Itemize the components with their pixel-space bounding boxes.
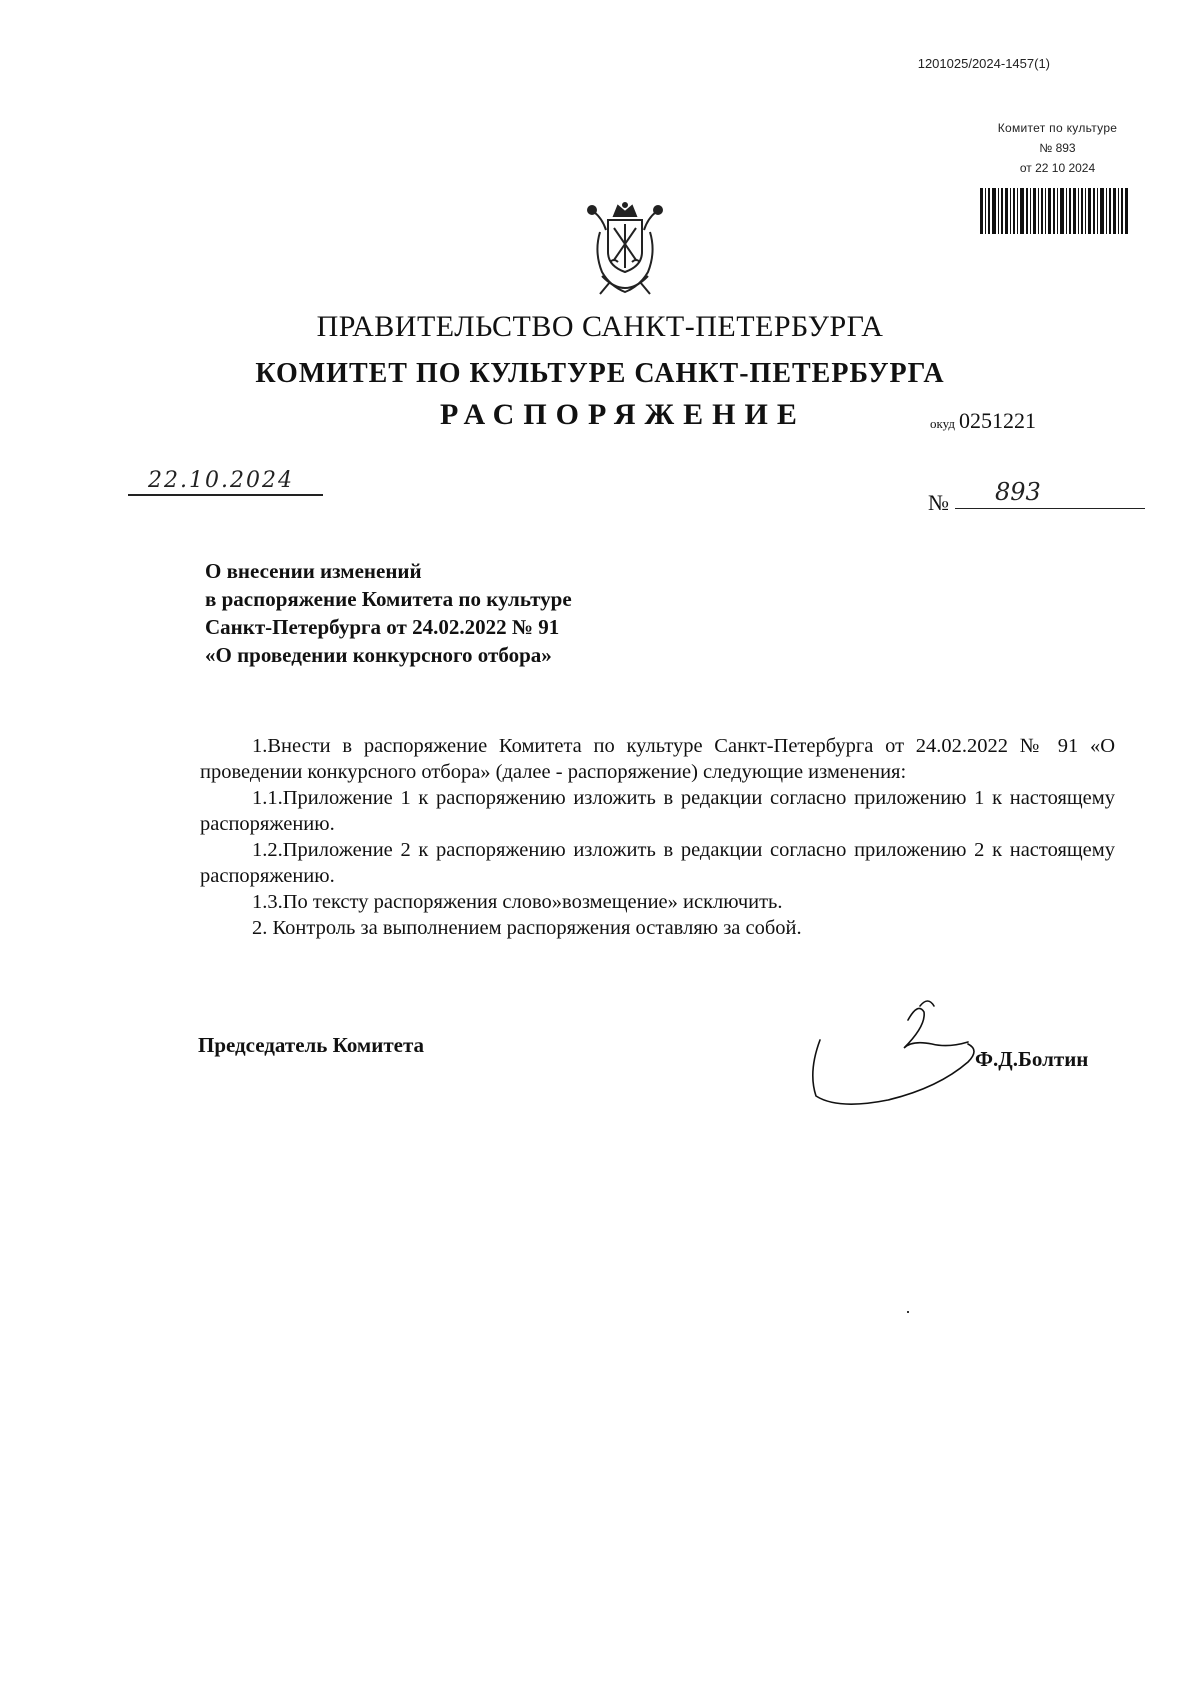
registration-date: от 22 10 2024 (1019, 161, 1096, 175)
scan-speck (907, 1311, 909, 1313)
paragraph-1-3: 1.3.По тексту распоряжения слово»возмещение» исключить. (252, 891, 783, 913)
document-type-title: РАСПОРЯЖЕНИЕ (440, 398, 806, 431)
order-subject (205, 557, 572, 669)
paragraph-1: 1.Внести в распоряжение Комитета по культуре Санкт-Петербурга от 24.02.2022 № 91 «О проведении конкурсного отбора» (далее - распоряжение) следующие изменения: (200, 735, 1115, 783)
signatory-name: Ф.Д.Болтин (975, 1047, 1089, 1071)
number-underline (955, 508, 1145, 509)
registration-stamp (965, 118, 1150, 178)
date-underline (128, 494, 323, 496)
signatory-position: Председатель Комитета (198, 1033, 425, 1057)
government-title: ПРАВИТЕЛЬСТВО САНКТ-ПЕТЕРБУРГА (316, 310, 884, 343)
paragraph-1-2: 1.2.Приложение 2 к распоряжению изложить в редакции согласно приложению 2 к настоящему распоряжению. (200, 839, 1115, 887)
barcode (980, 188, 1130, 234)
subject-line: Санкт-Петербурга от 24.02.2022 № 91 (205, 615, 560, 639)
okud-code (930, 408, 1036, 434)
number-label: № (928, 490, 949, 515)
handwritten-signature (808, 992, 988, 1112)
okud-value: 0251221 (958, 408, 1036, 433)
document-id: 1201025/2024-1457(1) (917, 56, 1050, 71)
committee-title: КОМИТЕТ ПО КУЛЬТУРЕ САНКТ-ПЕТЕРБУРГА (255, 358, 945, 389)
registration-number: № 893 (1039, 141, 1076, 155)
order-body (200, 733, 1115, 941)
okud-label: окуд (930, 416, 955, 431)
paragraph-1-1: 1.1.Приложение 1 к распоряжению изложить в редакции согласно приложению 1 к настоящему распоряжению. (200, 787, 1115, 835)
subject-line: в распоряжение Комитета по культуре (205, 587, 572, 611)
order-date: 22.10.2024 (148, 468, 294, 493)
paragraph-2: 2. Контроль за выполнением распоряжения оставляю за собой. (252, 917, 802, 939)
order-number: 893 (995, 478, 1041, 506)
subject-line: О внесении изменений (205, 559, 422, 583)
registration-organization: Комитет по культуре (997, 121, 1118, 135)
coat-of-arms-icon (580, 202, 670, 302)
subject-line: «О проведении конкурсного отбора» (205, 643, 552, 667)
